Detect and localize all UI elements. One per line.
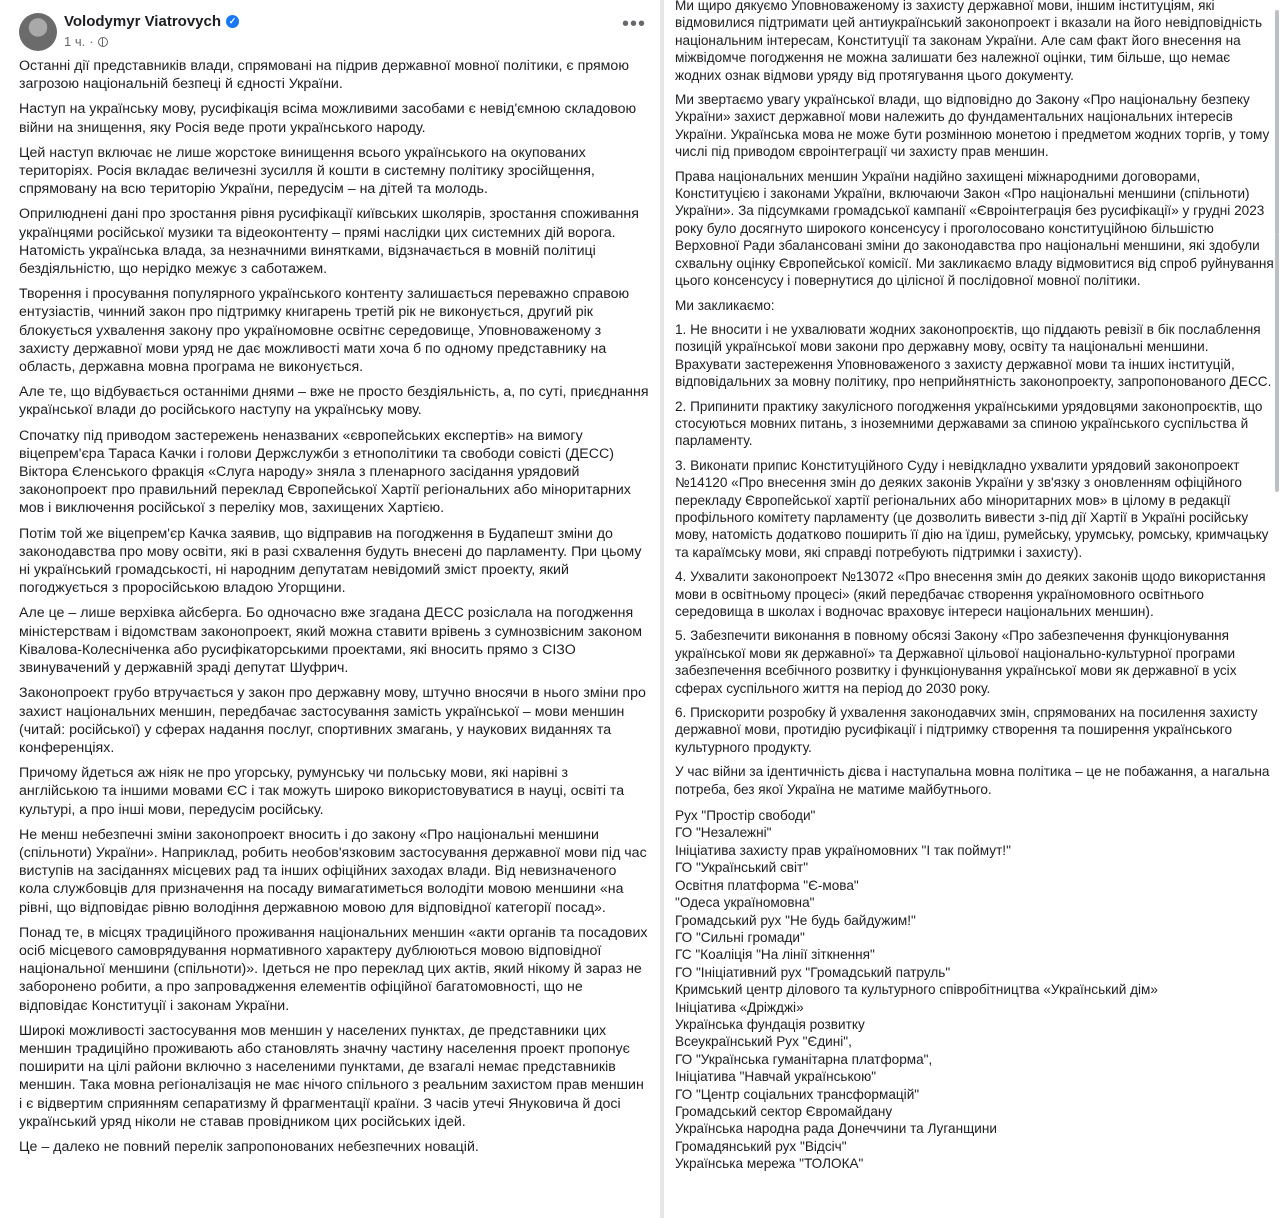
post-text-left — [19, 57, 650, 1163]
globe-icon — [98, 37, 108, 47]
appeal-paragraphs — [675, 0, 1277, 798]
signatory-item: Громадський сектор Євромайдану — [675, 1103, 893, 1119]
appeal-paragraph: 4. Ухвалити законопроект №13072 «Про внесення змін до деяких законів щодо використання мови в освітньому процесі» (який передбачає створення україномовного освітнього середовища в школах і водночас враховує інтереси національних меншин). — [675, 569, 1266, 619]
post-text-right — [675, 0, 1277, 1173]
post-paragraph: Але те, що відбувається останніми днями – вже не просто бездіяльність, а, по суті, приєднання української влади до російського наступу на українську мову. — [19, 384, 649, 419]
appeal-paragraph: 5. Забезпечити виконання в повному обсязі Закону «Про забезпечення функціонування української мови як державної» та Державної цільової національно-культурної програми забезпечення всебічного розвитку і функціонування української мови як державної в усіх сферах суспільного життя на період до 2030 року. — [675, 628, 1237, 696]
post-paragraph: Творення і просування популярного українського контенту залишається переважно справою ентузіастів, чинний закон про підтримку книгарень третій рік не виконується, другий рік блокується ухвалення закону про україномовне освітнє середовище, Уповноваженому з захисту державної мови уряд не дає можливості мати хоча б по одному представнику на область, державна мовна програма не виконується. — [19, 286, 630, 376]
author-name[interactable]: Volodymyr Viatrovych — [64, 13, 222, 30]
post-paragraph: Останні дії представників влади, спрямовані на підрив державної мовної політики, є прямою загрозою національній безпеці й єдності України. — [19, 58, 629, 93]
verified-badge-icon: ✓ — [226, 15, 239, 28]
post-paragraph: Цей наступ включає не лише жорстоке винищення всього українського на окупованих територіях. Росія вкладає величезні зусилля й кошти в системну політику зросійщення, спрямовану на всю територію України, передусім – на дітей та молодь. — [19, 144, 595, 198]
post-paragraph: Спочатку під приводом застережень неназваних «європейських експертів» на вимогу віцепрем'єра Тараса Качки і голови Держслужби з етнополітики та свободи совісті (ДЕСС) Віктора Єленського фракція «Слуга народу» зняла з пленарного засідання урядовий законопроект про правильний переклад Європейської Хартії регіональних або міноритарних мов і виключення російської з переліку мов, захищених Хартією. — [19, 427, 631, 517]
appeal-paragraph: 3. Виконати припис Конституційного Суду і невідкладно ухвалити урядовий законопроект №14120 «Про внесення змін до деяких законів України у зв'язку з оновленням офіційного перекладу Європейської хартії регіональних або міноритарних мов» в цілому в редакції профільного комітету парламенту (це дозволить вивести з-під дії Хартії в Україні російську мову, натомість додатково поширить її дію на їдиш, румейську, урумську, ромську, кримчацьку та караїмську мови, які справді потребують підтримки і захисту). — [675, 457, 1269, 560]
post-paragraph: Законопроект грубо втручається у закон про державну мову, штучно вносячи в нього зміни про захист національних меншин, передбачає застосування замість української – мови меншин (читай: російської) у сферах надання послуг, спортивних змагань, у наукових виданнях та конференціях. — [19, 685, 646, 756]
signatory-item: Кримський центр ділового та культурного співробітництва «Український дім» — [675, 982, 1158, 998]
signatory-item: ГС "Коаліція "На лінії зіткнення" — [675, 947, 875, 963]
more-options-icon[interactable]: ••• — [621, 13, 646, 35]
signatory-item: ГО "Українська гуманітарна платформа", — [675, 1051, 933, 1067]
avatar[interactable] — [19, 13, 57, 51]
author-row — [64, 13, 239, 30]
appeal-paragraph: Ми звертаємо увагу української влади, що відповідно до Закону «Про національну безпеку України» захист державної мови належить до фундаментальних національних інтересів України. Українська мова не може бути розмінною монетою і предметом жодних торгів, у тому числі під приводом євроінтеграції чи захисту прав меншин. — [675, 92, 1270, 160]
appeal-paragraph: Ми щиро дякуємо Уповноваженому із захисту державної мови, іншим інституціям, які відмовилися підтримати цей антиукраїнський законопроект і вказали на його невідповідність національним інтересам, Конституції та законам України. Але сам факт його внесення на міжвідомче погодження не можна залишати без належної оцінки, тим більше, що немає жодних ознак відмови уряду від протягування цього документу. — [675, 0, 1263, 83]
appeal-paragraph: Права національних меншин України надійно захищені міжнародними договорами, Конституцією і законами України, включаючи Закон «Про національні меншини (спільноти) України». За підсумками громадської кампанії «Євроінтеграція без русифікації» у грудні 2023 року було досягнуто широкого консенсусу і проголосовано конституційною більшістю Верховної Ради збалансовані зміни до законодавства про національні меншини, які здобули схвальну оцінку Європейської комісії. Ми закликаємо владу відмовитися від спроб руйнування цього консенсусу і повернутися до цілісної й послідовної мовної політики. — [675, 168, 1274, 289]
scrollbar-thumb[interactable] — [1275, 234, 1279, 492]
signatory-item: Ініціатива захисту прав україномовних "І так поймут!" — [675, 842, 1011, 858]
signatory-item: Українська мережа "ТОЛОКА" — [675, 1156, 864, 1172]
signatory-item: Рух "Простір свободи" — [675, 808, 816, 824]
signatory-item: ГО "Незалежні" — [675, 825, 772, 841]
signatory-item: Освітня платформа "Є-мова" — [675, 877, 859, 893]
post-paragraph: Не менш небезпечні зміни законопроект вносить і до закону «Про національні меншини (спільноти) України». Наприклад, робить необов'язковим застосування державної мови під час виступів на засіданнях місцевих рад та інших офіційних заходах влади. Від невизначеного кола службовців для призначення на посаду вимагатиметься володіти мовою меншини «на рівні, що відповідає рівню володіння державною мовою для відповідної категорії посад». — [19, 826, 647, 916]
signatories-list — [675, 807, 1277, 1173]
post-meta — [64, 34, 108, 49]
post-time[interactable]: 1 ч. — [64, 34, 86, 49]
post-header — [0, 0, 660, 56]
post-paragraph: Понад те, в місцях традиційного проживання національних меншин «акти органів та посадових осіб місцевого самоврядування нормативного характеру дублюються мовою відповідної національної меншини (спільноти)». Ідеться не про переклад цих актів, який нікому й зараз не заборонено робити, а про запровадження елементів офіційної багатомовності, що не відповідає Конституції і законам України. — [19, 924, 648, 1014]
signatory-item: Українська народна рада Донеччини та Луганщини — [675, 1121, 997, 1137]
scrollbar-thumb-top[interactable] — [1275, 10, 1279, 235]
signatory-item: Ініціатива «Дріжджі» — [675, 999, 804, 1015]
post-panel-right — [664, 0, 1280, 1218]
signatory-item: Громадянський рух "Відсіч" — [675, 1138, 847, 1154]
appeal-paragraph: У час війни за ідентичність дієва і наступальна мовна політика – це не побажання, а нагальна потреба, без якої Україна не матиме майбутнього. — [675, 764, 1270, 797]
signatory-item: Громадський рух "Не будь байдужим!" — [675, 912, 916, 928]
appeal-paragraph: 1. Не вносити і не ухвалювати жодних законопроєктів, що піддають ревізії в бік послаблення позицій української мови закони про державну мову, освіту та національні меншини. Врахувати застереження Уповноваженого з захисту державної мови та інших інституцій, відповідальних за мовну політику, про неприйнятність законопроекту, запропонованого ДЕСС. — [675, 321, 1272, 390]
appeal-paragraph: 2. Припинити практику закулісного погодження українськими урядовцями законопроєктів, що стосуються мовних питань, з іноземними державами за спиною українського суспільства й парламенту. — [675, 398, 1263, 449]
appeal-paragraph: 6. Прискорити розробку й ухвалення законодавчих змін, спрямованих на посилення захисту державної мови, протидію русифікації і підтримку створення та поширення українського культурного продукту. — [675, 705, 1258, 755]
post-paragraph: Наступ на українську мову, русифікація всіма можливими засобами є невід'ємною складовою війни на знищення, яку Росія веде проти українського народу. — [19, 101, 637, 136]
signatory-item: ГО "Центр соціальних трансформацій" — [675, 1086, 920, 1102]
appeal-paragraph: Ми закликаємо: — [675, 297, 775, 313]
post-paragraph: Широкі можливості застосування мов меншин у населених пунктах, де представники цих меншин традиційно проживають або становлять значну частину населення проект пропонує поширити на цілі райони включно з населеними пунктами, де взагалі немає представників меншин. Така мовна регіоналізація не має нічого спільного з реальним захистом прав меншин і є відвертим сприянням сепаратизму й фрагментації країни. З часів утечі Януковича й досі український уряд ніколи не ставав провідником цих російських ідей. — [19, 1022, 644, 1130]
signatory-item: Всеукраїнський Рух "Єдині", — [675, 1034, 852, 1050]
signatory-item: ГО "Український світ" — [675, 860, 809, 876]
post-paragraph: Потім той же віцепрем'єр Качка заявив, що відправив на погодження в Будапешт зміни до законодавства про мову освіти, які в разі схвалення будуть внесені до парламенту. При цьому ні український громадськості, ні народним депутатам невідомий зміст проекту, який погоджується з проросійською владою Угорщини. — [19, 525, 642, 597]
post-paragraph: Це – далеко не повний перелік запропонованих небезпечних новацій. — [19, 1138, 479, 1155]
signatory-item: ГО "Ініціативний рух "Громадський патруль" — [675, 964, 951, 980]
signatory-item: "Одеса україномовна" — [675, 895, 815, 911]
separator-dot: · — [89, 34, 94, 49]
signatory-item: ГО "Сильні громади" — [675, 929, 805, 945]
post-paragraph: Оприлюднені дані про зростання рівня русифікації київських школярів, зростання споживання українцями російської музики та відеоконтенту – прямі наслідки цих системних дій ворога. Натомість українська влада, за незначними винятками, відзначається в мовній політиці бездіяльністю, що нерідко межує з саботажем. — [19, 206, 639, 278]
signatory-item: Українська фундація розвитку — [675, 1016, 865, 1032]
post-paragraph: Але це – лише верхівка айсберга. Бо одночасно вже згадана ДЕСС розіслала на погодження міністерствам і відомствам законопроект, який можна ставити врівень з сумнозвісним законом Ківалова-Колесніченка або русифікаторськими проектами, які вносить прямо з СІЗО звинувачений у державній зраді депутат Шуфрич. — [19, 605, 642, 677]
signatory-item: Ініціатива "Навчай українською" — [675, 1069, 877, 1085]
post-paragraph: Причому йдеться аж ніяк не про угорську, румунську чи польську мови, які нарівні з англійською та іншими мовами ЄС і так можуть широко використовуватися в науці, освіті та культурі, а про інші мови, передусім російську. — [19, 765, 625, 818]
